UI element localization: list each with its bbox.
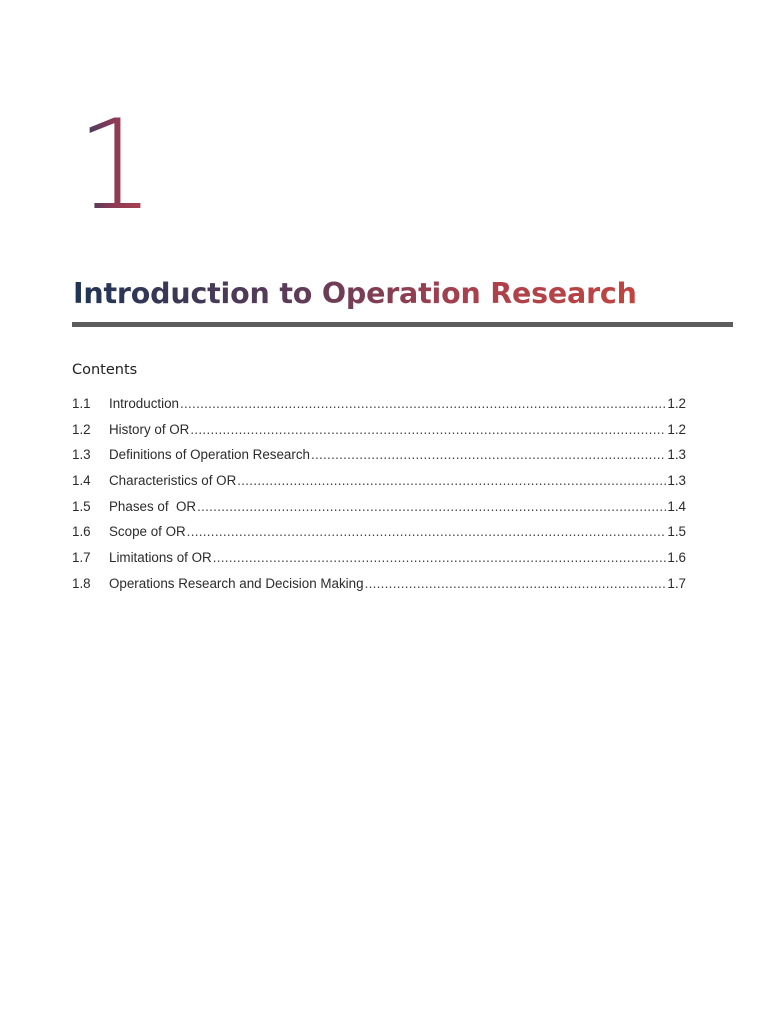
- toc-entry-label: Limitations of OR: [109, 550, 212, 566]
- toc-dot-leader: [187, 524, 667, 539]
- toc-entry-number: 1.2: [72, 421, 91, 437]
- toc-entry-page: 1.4: [667, 498, 686, 514]
- toc-dot-leader: [197, 499, 666, 514]
- toc-dot-leader: [190, 422, 666, 437]
- toc-entry-label: Operations Research and Decision Making: [109, 575, 364, 591]
- toc-entry-page: 1.2: [667, 421, 686, 437]
- toc-entry-page: 1.2: [667, 396, 686, 411]
- toc-entry-1-3[interactable]: [72, 447, 686, 473]
- toc-dot-leader: [180, 396, 666, 411]
- toc-entry-1-1[interactable]: [72, 396, 686, 422]
- toc-entry-label: Scope of OR: [109, 524, 186, 540]
- chapter-number: 1: [76, 94, 155, 238]
- toc-entry-label: Characteristics of OR: [109, 473, 237, 489]
- table-of-contents: [72, 396, 686, 602]
- toc-entry-number: 1.3: [72, 447, 91, 463]
- toc-entry-number: 1.8: [72, 575, 91, 591]
- toc-entry-1-8[interactable]: [72, 576, 686, 602]
- toc-dot-leader: [213, 550, 667, 565]
- toc-entry-number: 1.5: [72, 498, 91, 514]
- title-divider: [72, 322, 733, 327]
- toc-entry-page: 1.5: [667, 524, 686, 540]
- toc-entry-label: Definitions of Operation Research: [109, 447, 310, 463]
- toc-entry-number: 1.4: [72, 473, 91, 489]
- toc-dot-leader: [311, 447, 666, 462]
- toc-dot-leader: [237, 473, 666, 488]
- toc-entry-number: 1.6: [72, 524, 91, 540]
- toc-entry-page: 1.6: [667, 550, 686, 566]
- toc-dot-leader: [365, 576, 667, 591]
- toc-entry-label: History of OR: [109, 421, 190, 437]
- toc-entry-page: 1.3: [667, 447, 686, 463]
- toc-entry-page: 1.3: [667, 473, 686, 489]
- toc-entry-1-4[interactable]: [72, 473, 686, 499]
- toc-entry-1-6[interactable]: [72, 524, 686, 550]
- toc-entry-number: 1.1: [72, 396, 91, 411]
- toc-entry-number: 1.7: [72, 550, 91, 566]
- toc-entry-label: Phases of OR: [109, 498, 197, 514]
- toc-entry-label: Introduction: [109, 396, 179, 411]
- contents-heading: Contents: [72, 362, 138, 378]
- toc-entry-1-7[interactable]: [72, 550, 686, 576]
- chapter-title: Introduction to Operation Research: [73, 274, 637, 314]
- toc-entry-1-2[interactable]: [72, 422, 686, 448]
- toc-entry-page: 1.7: [667, 575, 686, 591]
- toc-entry-1-5[interactable]: [72, 499, 686, 525]
